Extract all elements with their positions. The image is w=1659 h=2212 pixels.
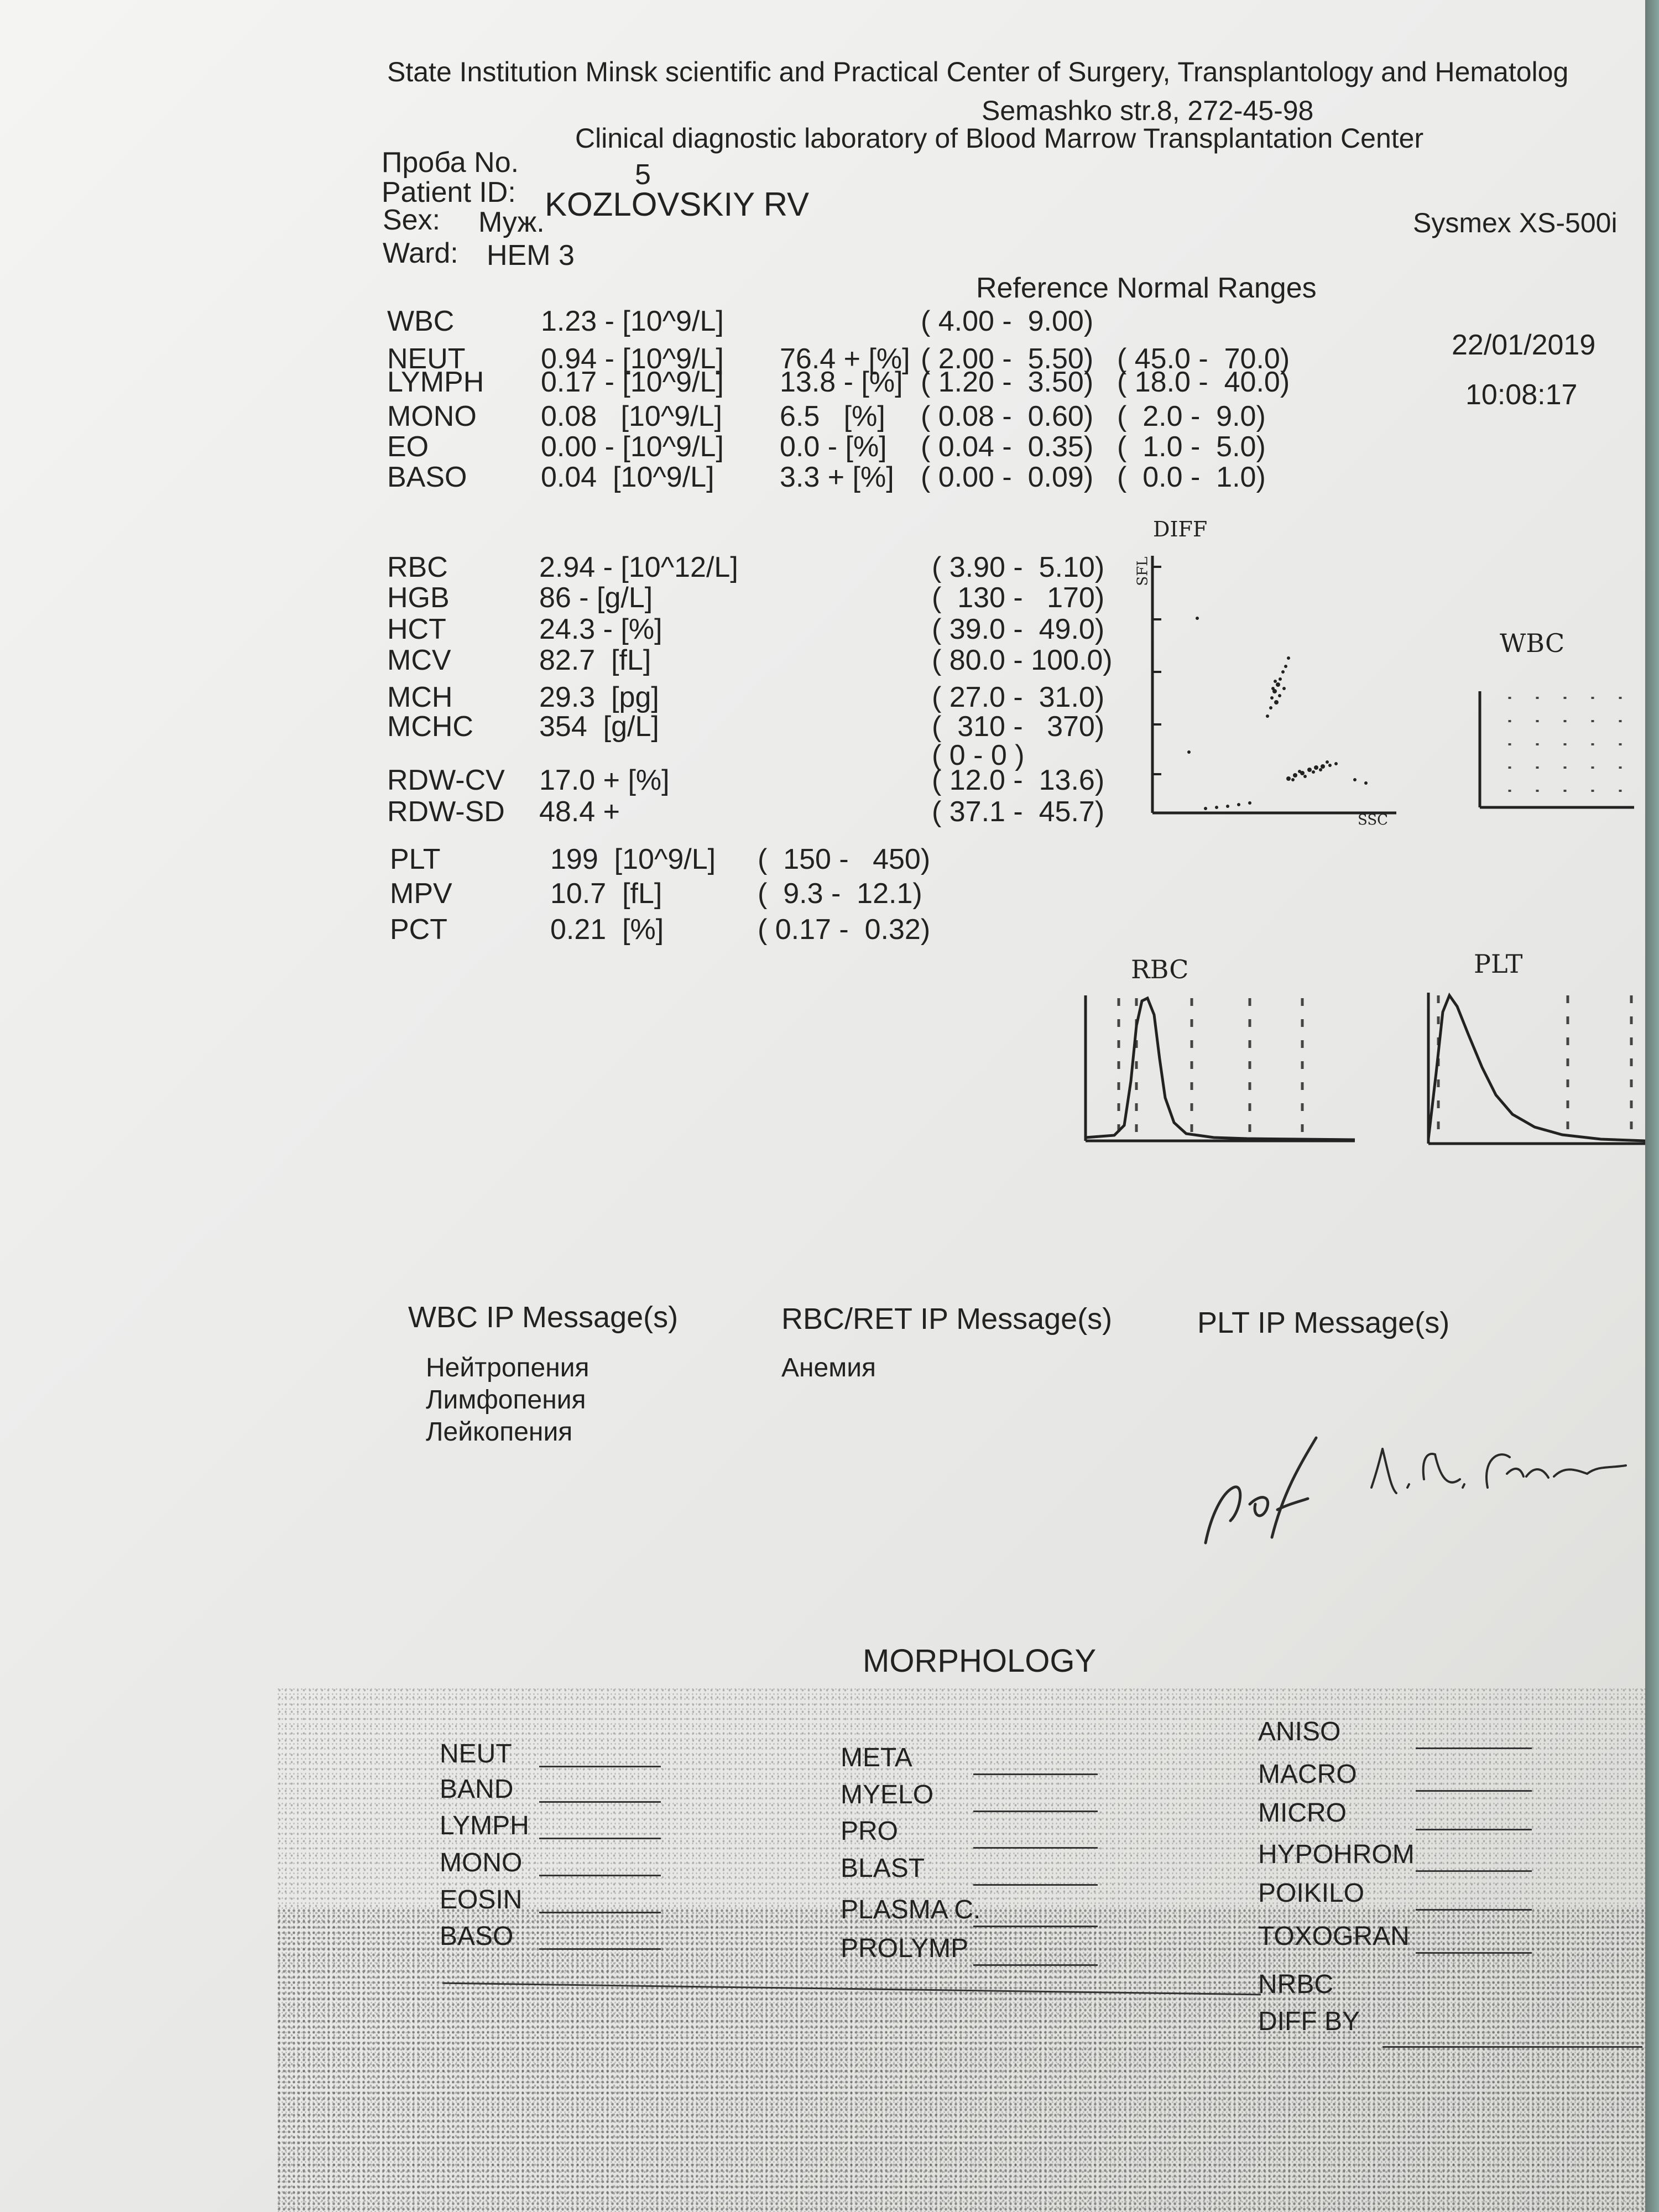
reference-range: ( 0.17 - 0.32): [758, 914, 931, 946]
plt-ip-messages-title: PLT IP Message(s): [1197, 1306, 1450, 1339]
morphology-blank-line: [539, 1838, 661, 1839]
result-name: NEUT: [387, 343, 466, 375]
result-value: 24.3 - [%]: [539, 613, 662, 645]
morphology-field-label: BASO: [440, 1922, 514, 1951]
morphology-blank-line: [1416, 1829, 1532, 1830]
result-value: 0.00 - [10^9/L]: [541, 431, 724, 463]
result-name: MCHC: [387, 711, 473, 743]
reference-range: ( 9.3 - 12.1): [758, 878, 922, 910]
rbc-ip-messages-title: RBC/RET IP Message(s): [781, 1302, 1113, 1335]
morphology-field-label: POIKILO: [1258, 1879, 1365, 1908]
morphology-blank-line: [973, 1884, 1098, 1886]
reference-range: ( 310 - 370): [932, 711, 1105, 743]
reference-range: ( 3.90 - 5.10): [932, 551, 1105, 583]
sex-label: Sex:: [383, 204, 441, 236]
reference-range: ( 130 - 170): [932, 582, 1105, 614]
morphology-field-label: BAND: [440, 1775, 514, 1804]
result-name: RDW-CV: [387, 764, 505, 796]
morphology-field-label: LYMPH: [440, 1811, 529, 1840]
wbc-ip-messages-title: WBC IP Message(s): [408, 1301, 679, 1334]
result-percent: 0.0 - [%]: [780, 431, 887, 463]
morphology-blank-line: [539, 1801, 661, 1803]
result-name: LYMPH: [387, 366, 484, 398]
morphology-blank-line: [1416, 1747, 1532, 1749]
reference-range: ( 0.08 - 0.60): [921, 400, 1094, 432]
sample-label: Проба No.: [382, 147, 519, 179]
report-time: 10:08:17: [1465, 379, 1578, 411]
morphology-field-label: HYPOHROM: [1258, 1840, 1415, 1869]
morphology-blank-line: [539, 1875, 661, 1876]
result-name: MONO: [387, 400, 477, 432]
rbc-histogram: [1081, 993, 1358, 1147]
result-name: PLT: [390, 843, 441, 875]
morphology-blank-line: [539, 1912, 661, 1913]
institution-title: State Institution Minsk scientific and Practical Center of Surgery, Transplantology and Hematolog: [387, 56, 1569, 87]
result-name: PCT: [390, 914, 447, 946]
reference-range: ( 0.04 - 0.35): [921, 431, 1094, 463]
morphology-field-label: BLAST: [841, 1854, 925, 1883]
morphology-blank-line: [539, 1766, 661, 1767]
morphology-blank-line: [973, 1926, 1098, 1927]
background-edge: [1645, 0, 1659, 2212]
morphology-blank-line: [1416, 1952, 1532, 1954]
wbc-message-item: Лейкопения: [426, 1417, 573, 1447]
result-name: RDW-SD: [387, 796, 505, 828]
result-percent: 6.5 [%]: [780, 400, 885, 432]
result-name: HCT: [387, 613, 446, 645]
analyzer-name: Sysmex XS-500i: [1413, 207, 1618, 238]
result-name: EO: [387, 431, 429, 463]
reference-range: ( 27.0 - 31.0): [932, 681, 1105, 713]
patient-id-label: Patient ID:: [382, 176, 516, 208]
morphology-blank-line: [1416, 1790, 1532, 1792]
result-value: 199 [10^9/L]: [550, 843, 716, 875]
rbc-plot-label: RBC: [1131, 954, 1189, 984]
morphology-blank-line: [1416, 1870, 1532, 1872]
morphology-field-label: ANISO: [1258, 1717, 1341, 1746]
patient-name: KOZLOVSKIY RV: [545, 186, 809, 223]
result-name: MPV: [390, 878, 452, 910]
reference-range: ( 150 - 450): [758, 843, 931, 875]
wbc-histogram: [1477, 686, 1637, 813]
morphology-field-label: PRO: [841, 1817, 899, 1846]
result-name: MCV: [387, 644, 451, 676]
result-percent: 3.3 + [%]: [780, 461, 894, 493]
reference-range-percent: ( 18.0 - 40.0): [1117, 366, 1290, 398]
result-value: 48.4 +: [539, 796, 620, 828]
wbc-message-item: Лимфопения: [426, 1385, 586, 1415]
plt-histogram: [1424, 990, 1645, 1150]
result-value: 2.94 - [10^12/L]: [539, 551, 738, 583]
result-value: 1.23 - [10^9/L]: [541, 305, 724, 337]
wbc-plot-label: WBC: [1500, 628, 1565, 658]
reference-title: Reference Normal Ranges: [976, 272, 1317, 304]
reference-range: ( 0 - 0 ): [932, 739, 1025, 771]
ward-label: Ward:: [383, 237, 458, 269]
result-name: BASO: [387, 461, 467, 493]
morphology-field-label: PROLYMP: [841, 1934, 969, 1963]
reference-range: ( 80.0 - 100.0): [932, 644, 1113, 676]
morphology-field-label: MACRO: [1258, 1760, 1357, 1789]
reference-range: ( 12.0 - 13.6): [932, 764, 1105, 796]
diff-plot-label: DIFF: [1153, 517, 1208, 541]
reference-range: ( 39.0 - 49.0): [932, 613, 1105, 645]
result-name: WBC: [387, 305, 455, 337]
reference-range: ( 2.00 - 5.50): [921, 343, 1094, 375]
reference-range-percent: ( 2.0 - 9.0): [1117, 400, 1266, 432]
morphology-field-label: EOSIN: [440, 1885, 523, 1914]
result-value: 82.7 [fL]: [539, 644, 651, 676]
morphology-field-label: NRBC: [1258, 1970, 1334, 1999]
rbc-message-item: Анемия: [781, 1353, 877, 1383]
morphology-field-label: MYELO: [841, 1780, 934, 1809]
ssc-axis-label: SSC: [1358, 812, 1389, 828]
morphology-field-label: PLASMA C.: [841, 1895, 981, 1924]
morphology-blank-line: [973, 1964, 1098, 1966]
lab-name: Clinical diagnostic laboratory of Blood Marrow Transplantation Center: [575, 123, 1424, 154]
morphology-title: MORPHOLOGY: [863, 1643, 1097, 1679]
ward-value: HEM 3: [487, 239, 575, 272]
morphology-field-label: MICRO: [1258, 1798, 1347, 1828]
result-value: 0.17 - [10^9/L]: [541, 366, 724, 398]
sample-number: 5: [635, 159, 651, 191]
result-value: 0.04 [10^9/L]: [541, 461, 714, 493]
result-name: MCH: [387, 681, 453, 713]
result-value: 10.7 [fL]: [550, 878, 662, 910]
morphology-field-label: MONO: [440, 1848, 523, 1877]
wbc-message-item: Нейтропения: [426, 1353, 589, 1383]
diff-by-line: [1383, 2046, 1642, 2048]
morphology-blank-line: [973, 1773, 1098, 1775]
morphology-field-label: TOXOGRAN: [1258, 1922, 1410, 1951]
reference-range: ( 37.1 - 45.7): [932, 796, 1105, 828]
address: Semashko str.8, 272-45-98: [982, 95, 1314, 126]
morphology-blank-line: [973, 1847, 1098, 1849]
result-percent: 13.8 - [%]: [780, 366, 903, 398]
result-value: 0.08 [10^9/L]: [541, 400, 722, 432]
result-value: 354 [g/L]: [539, 711, 659, 743]
result-value: 29.3 [pg]: [539, 681, 659, 713]
result-value: 86 - [g/L]: [539, 582, 653, 614]
reference-range: ( 4.00 - 9.00): [921, 305, 1094, 337]
sex-value: Муж.: [478, 206, 545, 238]
reference-range-percent: ( 45.0 - 70.0): [1117, 343, 1290, 375]
result-value: 17.0 + [%]: [539, 764, 670, 796]
sfl-axis-label: SFL: [1134, 556, 1151, 586]
morphology-blank-line: [973, 1811, 1098, 1812]
result-value: 0.21 [%]: [550, 914, 664, 946]
morphology-blank-line: [539, 1948, 661, 1950]
reference-range-percent: ( 1.0 - 5.0): [1117, 431, 1266, 463]
report-date: 22/01/2019: [1452, 329, 1596, 361]
morphology-field-label: DIFF BY: [1258, 2007, 1360, 2036]
plt-plot-label: PLT: [1474, 949, 1523, 979]
result-name: RBC: [387, 551, 448, 583]
reference-range: ( 0.00 - 0.09): [921, 461, 1094, 493]
reference-range-percent: ( 0.0 - 1.0): [1117, 461, 1266, 493]
result-value: 0.94 - [10^9/L]: [541, 343, 724, 375]
morphology-field-label: NEUT: [440, 1739, 512, 1768]
handwritten-signature: [1189, 1427, 1648, 1559]
diff-scatter-plot: [1145, 553, 1399, 818]
morphology-blank-line: [1416, 1909, 1532, 1911]
result-percent: 76.4 + [%]: [780, 343, 910, 375]
result-name: HGB: [387, 582, 450, 614]
morphology-field-label: META: [841, 1743, 912, 1772]
reference-range: ( 1.20 - 3.50): [921, 366, 1094, 398]
